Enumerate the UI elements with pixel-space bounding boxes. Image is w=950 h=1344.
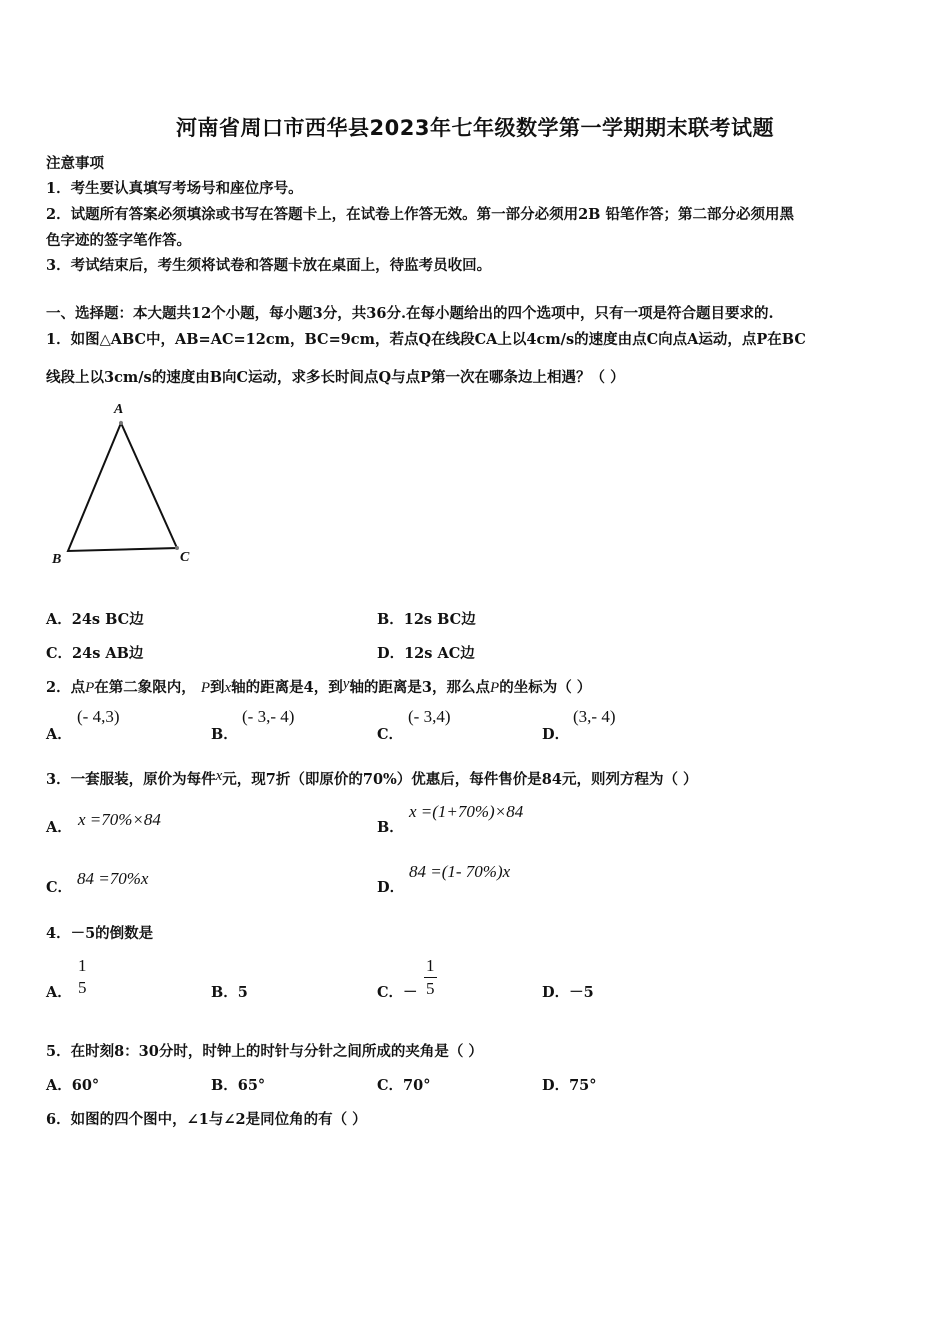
question-1-line2: 线段上以3cm/s的速度由B向C运动，求多长时间点Q与点P第一次在哪条边上相遇？（ ）	[46, 369, 625, 386]
q2-option-c-label[interactable]: C．	[377, 726, 404, 743]
q2-text: 的坐标为（ ）	[499, 679, 592, 696]
var-x: x	[224, 680, 232, 696]
q2-text: 轴的距离是3，那么点	[349, 679, 491, 696]
q4-option-a-label[interactable]: A．	[46, 984, 72, 1001]
q2-option-a-label[interactable]: A．	[46, 726, 72, 743]
notice-item: 3．考试结束后，考生须将试卷和答题卡放在桌面上，待监考员收回。	[46, 257, 492, 274]
notice-heading: 注意事项	[46, 155, 104, 172]
q2-text: 到	[210, 679, 225, 696]
notice-item: 2．试题所有答案必须填涂或书写在答题卡上，在试卷上作答无效。第一部分必须用2B 铅笔作答；第二部分必须用黑	[46, 206, 794, 223]
var-p: P	[85, 680, 95, 696]
fraction-denominator: 5	[78, 978, 87, 997]
q2-option-a-value: (- 4,3)	[77, 707, 120, 726]
vertex-b-label: B	[52, 552, 62, 567]
fraction-numerator: 1	[424, 955, 437, 978]
q4-option-b[interactable]: B．5	[211, 984, 248, 1001]
q3-option-c-label[interactable]: C．	[46, 879, 73, 896]
q3-text: 3．一套服装，原价为每件	[46, 771, 216, 788]
var-x: x	[215, 768, 223, 784]
q1-option-d[interactable]: D．12s AC边	[377, 645, 475, 662]
q2-option-b-value: (- 3,- 4)	[242, 707, 295, 726]
q3-option-d-label[interactable]: D．	[377, 879, 405, 896]
triangle-abc	[68, 423, 177, 551]
q4-option-d[interactable]: D．－5	[542, 984, 594, 1001]
vertex-c-label: C	[180, 550, 190, 565]
notice-item: 1．考生要认真填写考场号和座位序号。	[46, 180, 303, 197]
question-5-stem: 5．在时刻8：30分时，时钟上的时针与分针之间所成的夹角是（ ）	[46, 1043, 483, 1060]
vertex-c-dot	[175, 546, 179, 550]
fraction-one-fifth	[424, 955, 437, 1000]
question-1-line1: 1．如图△ABC中，AB=AC=12cm，BC=9cm，若点Q在线段CA上以4cm/s的速度由点C向点A运动，点P在BC	[46, 331, 806, 348]
q3-option-c-value: 84 =70%x	[77, 869, 149, 888]
q2-option-d-value: (3,- 4)	[573, 707, 616, 726]
q5-option-b[interactable]: B．65°	[211, 1077, 266, 1094]
q2-text: 在第二象限内，	[94, 679, 196, 696]
var-y: y	[342, 676, 350, 692]
triangle-figure	[44, 398, 204, 573]
question-2-stem	[46, 676, 591, 697]
q5-option-d[interactable]: D．75°	[542, 1077, 597, 1094]
q3-text: 元，现7折（即原价的70%）优惠后，每件售价是84元，则列方程为（ ）	[222, 771, 698, 788]
q2-text: 2．点	[46, 679, 86, 696]
fraction-denominator: 5	[426, 979, 435, 998]
q3-option-a-value: x =70%×84	[78, 810, 161, 829]
question-6-stem: 6．如图的四个图中，∠1与∠2是同位角的有（ ）	[46, 1111, 367, 1128]
q2-option-d-label[interactable]: D．	[542, 726, 570, 743]
vertex-a-dot	[119, 421, 123, 425]
fraction-numerator: 1	[78, 956, 87, 975]
q4-option-c-label[interactable]: C．－	[377, 984, 418, 1001]
q3-option-a-label[interactable]: A．	[46, 819, 72, 836]
q3-option-d-value: 84 =(1- 70%)x	[409, 862, 511, 881]
q3-option-b-value: x =(1+70%)×84	[409, 802, 524, 821]
section-heading: 一、选择题：本大题共12个小题，每小题3分，共36分.在每小题给出的四个选项中，只有一项是符合题目要求的.	[46, 305, 774, 322]
q5-option-a[interactable]: A．60°	[46, 1077, 100, 1094]
vertex-a-label: A	[114, 402, 124, 417]
q2-text: 轴的距离是4，到	[231, 679, 343, 696]
question-4-stem: 4．－5的倒数是	[46, 925, 154, 942]
question-3-stem	[46, 768, 698, 789]
q1-option-a[interactable]: A．24s BC边	[46, 611, 144, 628]
q1-option-b[interactable]: B．12s BC边	[377, 611, 476, 628]
var-p: P	[200, 680, 210, 696]
page-title: 河南省周口市西华县2023年七年级数学第一学期期末联考试题	[176, 116, 774, 140]
var-p: P	[490, 680, 500, 696]
q1-option-c[interactable]: C．24s AB边	[46, 645, 144, 662]
q3-option-b-label[interactable]: B．	[377, 819, 404, 836]
q2-option-c-value: (- 3,4)	[408, 707, 451, 726]
notice-item: 色字迹的签字笔作答。	[46, 232, 191, 249]
q2-option-b-label[interactable]: B．	[211, 726, 238, 743]
q5-option-c[interactable]: C．70°	[377, 1077, 431, 1094]
fraction-one-fifth	[76, 955, 89, 999]
